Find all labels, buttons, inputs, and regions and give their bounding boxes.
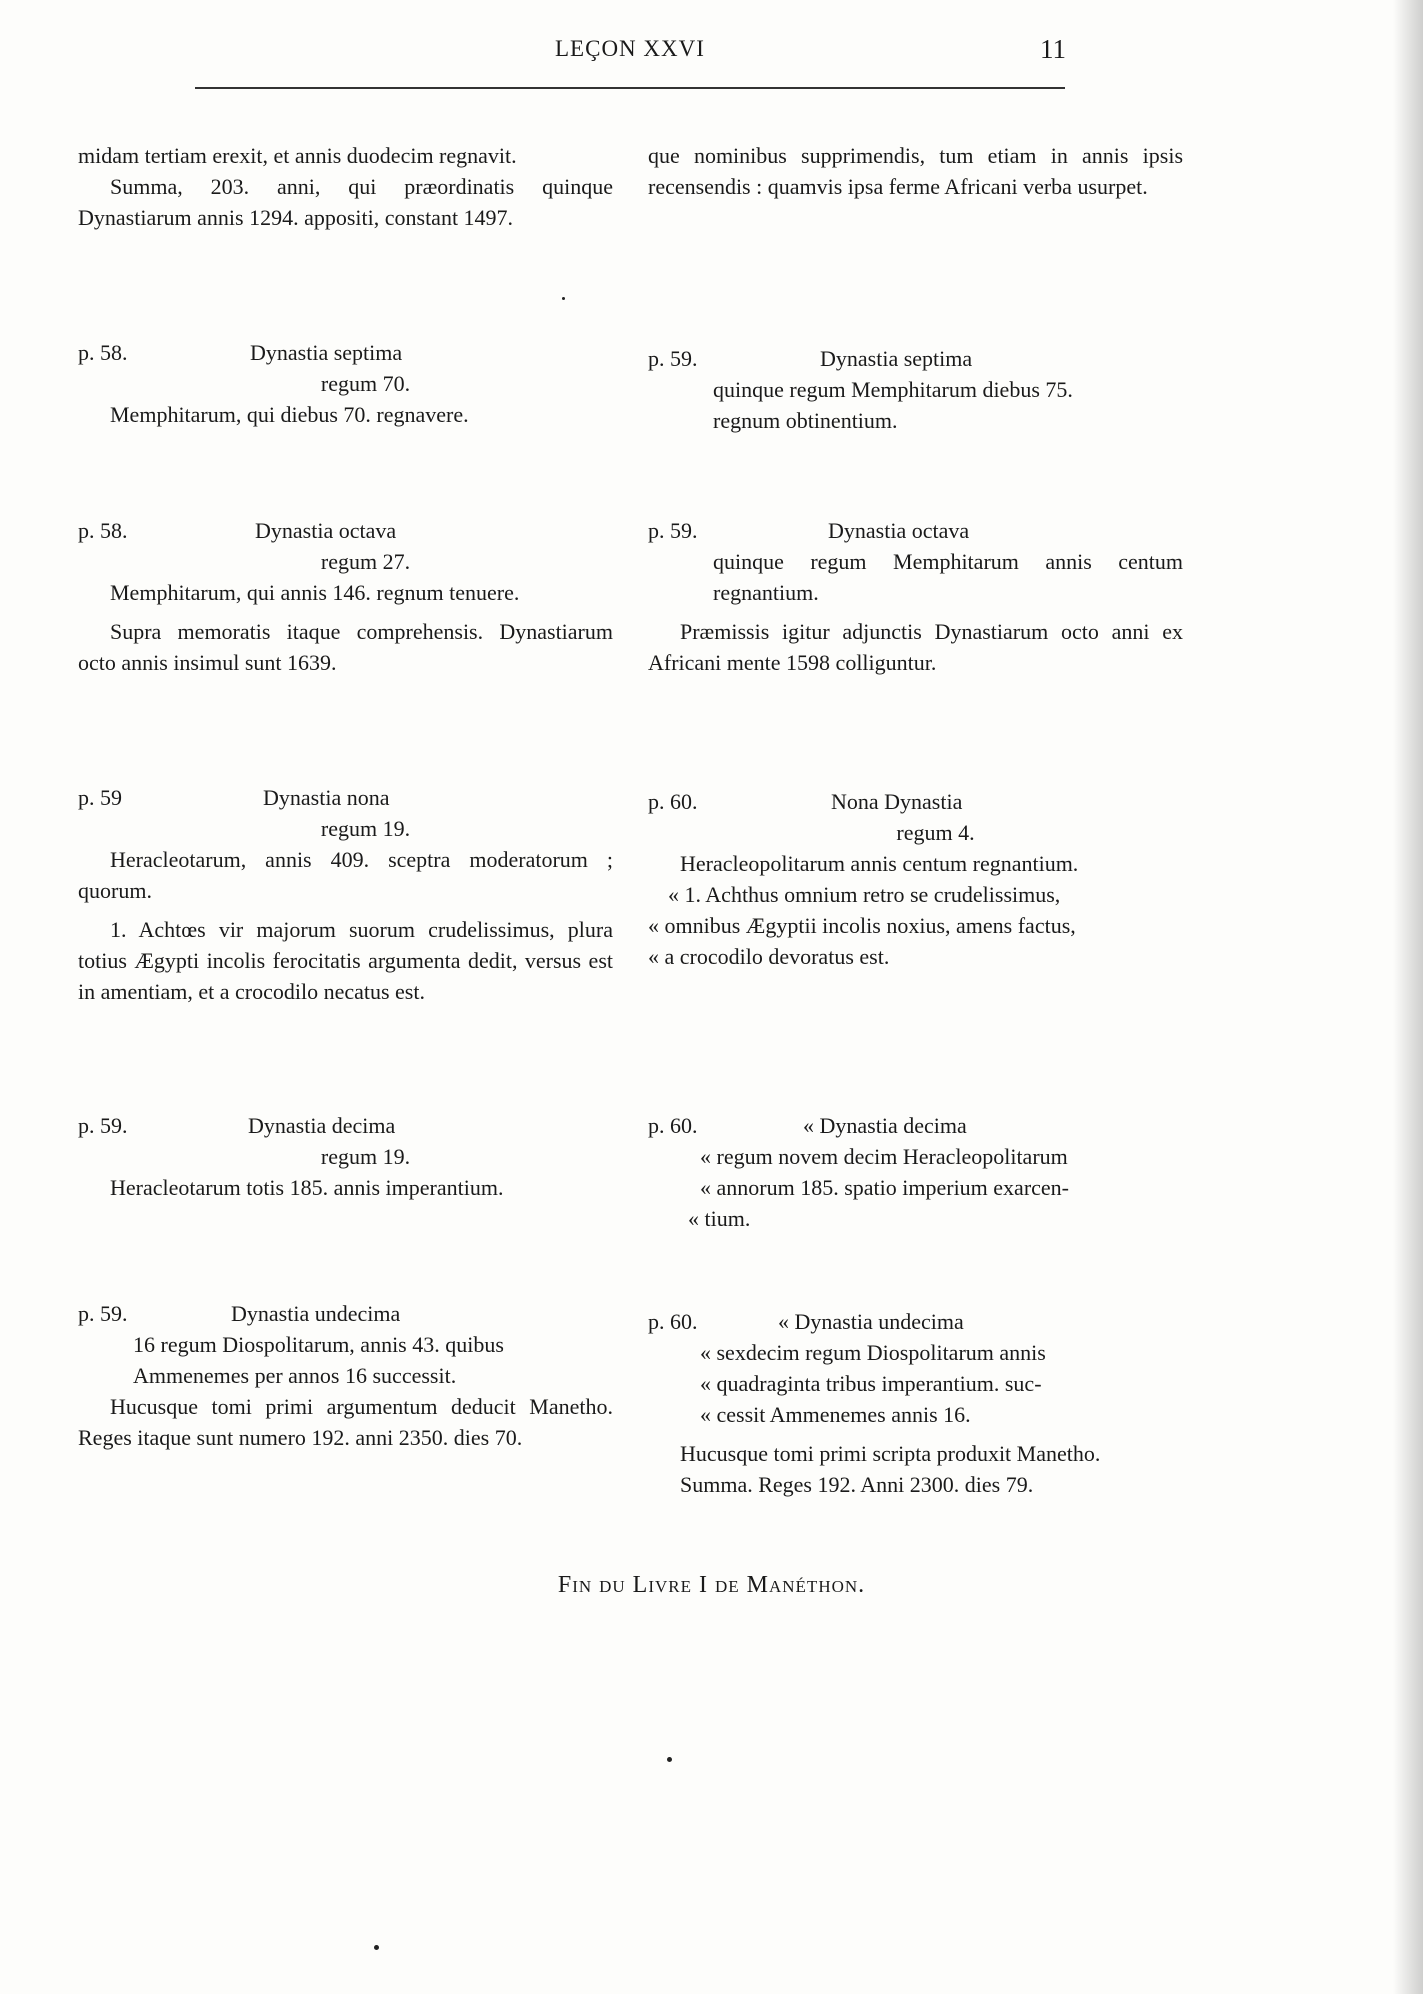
- dynasty-summary: Hucusque tomi primi argumentum deducit Manetho. Reges itaque sunt numero 192. anni 2350. dies 70.: [78, 1394, 613, 1450]
- page-number: 11: [1040, 34, 1066, 64]
- left-dynasty-7: [78, 337, 613, 430]
- dynasty-text: quinque regum Memphitarum annis centum regnantium.: [713, 549, 1183, 605]
- quote-line: « sexdecim regum Diospolitarum annis: [700, 1340, 1046, 1365]
- dynasty-title: Dynastia septima: [250, 340, 403, 365]
- left-intro: [78, 140, 613, 233]
- page-ref: p. 60.: [648, 1113, 698, 1138]
- dynasty-summary: Hucusque tomi primi scripta produxit Manetho.: [680, 1441, 1101, 1466]
- dynasty-title: Dynastia septima: [820, 346, 973, 371]
- dynasty-total: Summa. Reges 192. Anni 2300. dies 79.: [680, 1472, 1034, 1497]
- dynasty-title: Dynastia nona: [263, 785, 390, 810]
- dynasty-text: Memphitarum, qui diebus 70. regnavere.: [110, 402, 469, 427]
- left-dynasty-9: [78, 782, 613, 1007]
- dynasty-subtitle: regum 27.: [320, 549, 411, 574]
- left-dynasty-8: [78, 515, 613, 678]
- dynasty-detail: 1. Achtœs vir majorum suorum crudelissimus, plura totius Ægypti incolis ferocitatis argumenta dedit, versus est in amentiam, et a crocodilo necatus est.: [78, 917, 613, 1004]
- dynasty-subtitle: regum 19.: [320, 816, 411, 841]
- dynasty-text: Heracleotarum, annis 409. sceptra moderatorum ; quorum.: [78, 847, 613, 903]
- dynasty-title: Dynastia octava: [828, 518, 970, 543]
- dynasty-line1: quinque regum Memphitarum diebus 75.: [713, 377, 1073, 402]
- print-speck: [374, 1945, 379, 1950]
- quote-line: « omnibus Ægyptii incolis noxius, amens factus,: [648, 913, 1076, 938]
- right-dynasty-7: [648, 343, 1183, 436]
- dynasty-title: Dynastia undecima: [231, 1301, 401, 1326]
- left-dynasty-10: [78, 1110, 613, 1203]
- page-ref: p. 59.: [78, 1113, 128, 1138]
- right-dynasty-8: [648, 515, 1183, 678]
- left-intro-line1: midam tertiam erexit, et annis duodecim regnavit.: [78, 143, 517, 168]
- dynasty-line1: 16 regum Diospolitarum, annis 43. quibus: [133, 1332, 504, 1357]
- dynasty-line2: regnum obtinentium.: [713, 408, 898, 433]
- quote-line: « 1. Achthus omnium retro se crudelissimus,: [668, 882, 1061, 907]
- print-speck: [667, 1757, 672, 1762]
- page-ref: p. 59.: [648, 346, 698, 371]
- dynasty-subtitle: regum 4.: [896, 820, 975, 845]
- right-intro: [648, 140, 1183, 202]
- page-ref: p. 60.: [648, 1309, 698, 1334]
- quote-line: « annorum 185. spatio imperium exarcen-: [700, 1175, 1070, 1200]
- page-ref: p. 58.: [78, 518, 128, 543]
- page-ref: p. 59.: [648, 518, 698, 543]
- dynasty-title: Dynastia octava: [255, 518, 397, 543]
- dynasty-title: Nona Dynastia: [831, 789, 963, 814]
- header-rule: [195, 87, 1065, 89]
- right-dynasty-9: [648, 786, 1183, 972]
- dynasty-text: Memphitarum, qui annis 146. regnum tenuere.: [110, 580, 520, 605]
- page-ref: p. 59: [78, 785, 122, 810]
- left-intro-line2: Summa, 203. anni, qui præordinatis quinque Dynastiarum annis 1294. appositi, constant 1497.: [78, 174, 613, 230]
- quote-line: « tium.: [688, 1206, 751, 1231]
- quote-line: « a crocodilo devoratus est.: [648, 944, 890, 969]
- dynasty-summary: Supra memoratis itaque comprehensis. Dynastiarum octo annis insimul sunt 1639.: [78, 619, 613, 675]
- dynasty-title: Dynastia decima: [248, 1113, 396, 1138]
- running-head: [0, 36, 1423, 66]
- left-dynasty-11: [78, 1298, 613, 1453]
- right-dynasty-11: [648, 1306, 1183, 1500]
- quote-line: « quadraginta tribus imperantium. suc-: [700, 1371, 1042, 1396]
- dynasty-subtitle: regum 70.: [320, 371, 411, 396]
- dynasty-subtitle: regum 19.: [320, 1144, 411, 1169]
- print-speck: [562, 297, 565, 300]
- end-of-book-line: Fin du Livre I de Manéthon.: [557, 1572, 866, 1598]
- page-ref: p. 59.: [78, 1301, 128, 1326]
- dynasty-line2: Ammenemes per annos 16 successit.: [133, 1363, 457, 1388]
- dynasty-text: Heracleotarum totis 185. annis imperantium.: [110, 1175, 504, 1200]
- dynasty-title: « Dynastia undecima: [778, 1309, 964, 1334]
- page-ref: p. 60.: [648, 789, 698, 814]
- dynasty-title: « Dynastia decima: [803, 1113, 967, 1138]
- page-ref: p. 58.: [78, 340, 128, 365]
- page-edge-shadow: [1393, 0, 1423, 1994]
- right-intro-text: que nominibus supprimendis, tum etiam in annis ipsis recensendis : quamvis ipsa ferme Africani verba usurpet.: [648, 143, 1183, 199]
- right-dynasty-10: [648, 1110, 1183, 1234]
- quote-line: « regum novem decim Heracleopolitarum: [700, 1144, 1068, 1169]
- dynasty-summary: Præmissis igitur adjunctis Dynastiarum octo anni ex Africani mente 1598 colliguntur.: [648, 619, 1183, 675]
- running-title: LEÇON XXVI: [555, 36, 705, 61]
- quote-line: « cessit Ammenemes annis 16.: [700, 1402, 971, 1427]
- dynasty-text: Heracleopolitarum annis centum regnantium.: [680, 851, 1079, 876]
